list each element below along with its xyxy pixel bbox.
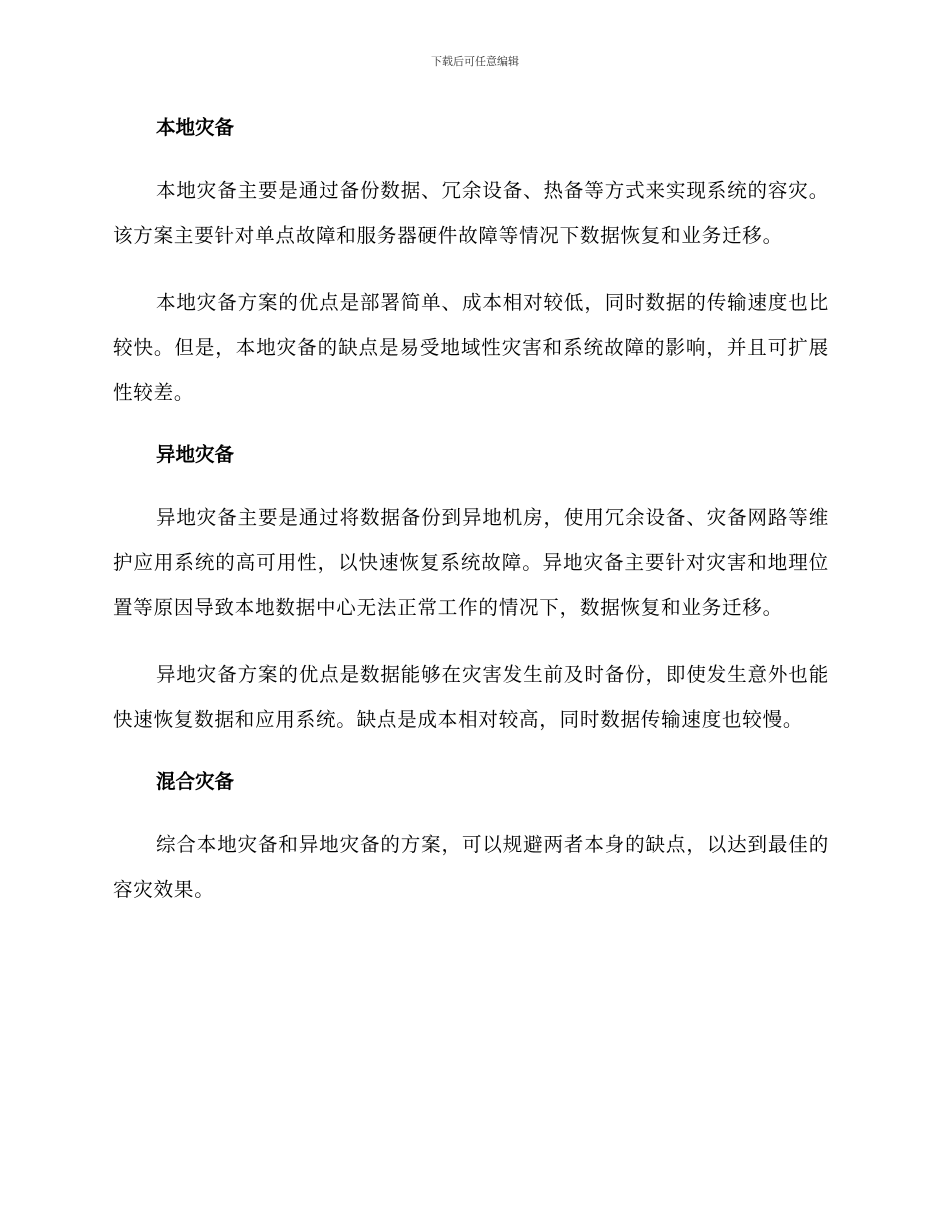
section-heading: 异地灾备 bbox=[156, 443, 235, 466]
page-header-note: 下载后可任意编辑 bbox=[431, 55, 519, 68]
paragraph: 异地灾备方案的优点是数据能够在灾害发生前及时备份，即使发生意外也能快速恢复数据和应用系统。缺点是成本相对较高，同时数据传输速度也较慢。 bbox=[113, 663, 829, 731]
section-remote-backup bbox=[113, 437, 829, 742]
section-local-backup bbox=[113, 110, 829, 415]
paragraph: 综合本地灾备和异地灾备的方案，可以规避两者本身的缺点，以达到最佳的容灾效果。 bbox=[113, 833, 829, 901]
paragraph: 本地灾备主要是通过备份数据、冗余设备、热备等方式来实现系统的容灾。该方案主要针对单点故障和服务器硬件故障等情况下数据恢复和业务迁移。 bbox=[113, 179, 829, 247]
section-heading: 混合灾备 bbox=[156, 770, 235, 793]
paragraph: 本地灾备方案的优点是部署简单、成本相对较低，同时数据的传输速度也比较快。但是，本地灾备的缺点是易受地域性灾害和系统故障的影响，并且可扩展性较差。 bbox=[113, 291, 829, 404]
document-body bbox=[113, 110, 829, 934]
section-heading: 本地灾备 bbox=[156, 116, 235, 139]
paragraph: 异地灾备主要是通过将数据备份到异地机房，使用冗余设备、灾备网路等维护应用系统的高可用性，以快速恢复系统故障。异地灾备主要针对灾害和地理位置等原因导致本地数据中心无法正常工作的情况下，数据恢复和业务迁移。 bbox=[113, 506, 829, 619]
section-hybrid-backup bbox=[113, 764, 829, 912]
